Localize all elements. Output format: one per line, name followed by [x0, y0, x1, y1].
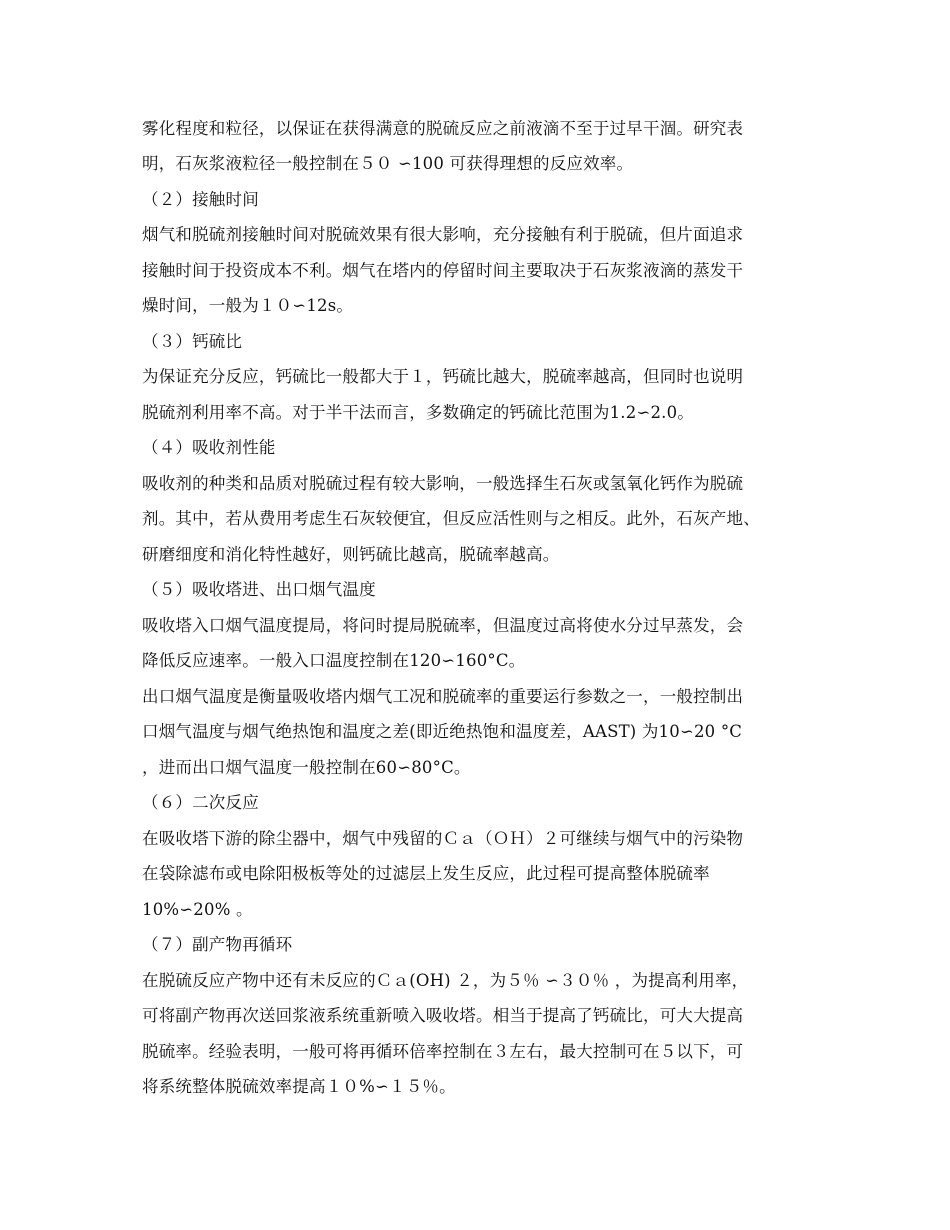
text-line: 降低反应速率。一般入口温度控制在120∽160°C。 [142, 651, 526, 670]
text-line: 为保证充分反应，钙硫比一般都大于１，钙硫比越大，脱硫率越高，但同时也说明 [142, 367, 744, 386]
text-line: 明，石灰浆液粒径一般控制在５０ ∽100 可获得理想的反应效率。 [142, 154, 634, 173]
text-line: 研磨细度和消化特性越好，则钙硫比越高，脱硫率越高。 [142, 545, 560, 564]
text-line: 口烟气温度与烟气绝热饱和温度之差(即近绝热饱和温度差，AAST) 为10∽20 °C [142, 722, 743, 741]
text-line: 可将副产物再次送回浆液系统重新喷入吸收塔。相当于提高了钙硫比，可大大提高 [142, 1006, 744, 1025]
section-heading: （６）二次反应 [142, 793, 259, 812]
section-heading: （３）钙硫比 [142, 332, 243, 351]
text-line: ，进而出口烟气温度一般控制在60∽80°C。 [142, 758, 471, 777]
text-line: 出口烟气温度是衡量吸收塔内烟气工况和脱硫率的重要运行参数之一，一般控制出 [142, 687, 744, 706]
text-line: 吸收剂的种类和品质对脱硫过程有较大影响，一般选择生石灰或氢氧化钙作为脱硫 [142, 474, 744, 493]
section-heading: （２）接触时间 [142, 190, 259, 209]
text-line: 燥时间，一般为１０∽12s。 [142, 296, 354, 315]
text-line: 脱硫剂利用率不高。对于半干法而言，多数确定的钙硫比范围为1.2∽2.0。 [142, 403, 695, 422]
text-line: 雾化程度和粒径，以保证在获得满意的脱硫反应之前液滴不至于过早干涸。研究表 [142, 119, 744, 138]
section-heading: （４）吸收剂性能 [142, 438, 276, 457]
section-heading: （５）吸收塔进、出口烟气温度 [142, 580, 376, 599]
text-line: 烟气和脱硫剂接触时间对脱硫效果有很大影响，充分接触有利于脱硫，但片面追求 [142, 225, 744, 244]
text-line: 脱硫率。经验表明，一般可将再循环倍率控制在３左右，最大控制可在５以下，可 [142, 1042, 744, 1061]
text-line: 在吸收塔下游的除尘器中，烟气中残留的Ｃａ（ＯＨ）２可继续与烟气中的污染物 [142, 829, 744, 848]
text-line: 将系统整体脱硫效率提高１０%∽１５％。 [142, 1077, 456, 1096]
text-line: 在脱硫反应产物中还有未反应的Ｃａ(OH) ２，为５％ ∽３０％ ，为提高利用率， [142, 971, 749, 990]
text-line: 接触时间于投资成本不利。烟气在塔内的停留时间主要取决于石灰浆液滴的蒸发干 [142, 261, 744, 280]
text-line: 剂。其中，若从费用考虑生石灰较便宜，但反应活性则与之相反。此外，石灰产地、 [142, 509, 760, 528]
text-line: 吸收塔入口烟气温度提局，将问时提局脱硫率，但温度过高将使水分过早蒸发，会 [142, 616, 744, 635]
section-heading: （７）副产物再循环 [142, 935, 293, 954]
text-line: 在袋除滤布或电除阳极板等处的过滤层上发生反应，此过程可提高整体脱硫率 [142, 864, 710, 883]
text-line: 10%∽20% 。 [142, 900, 253, 919]
